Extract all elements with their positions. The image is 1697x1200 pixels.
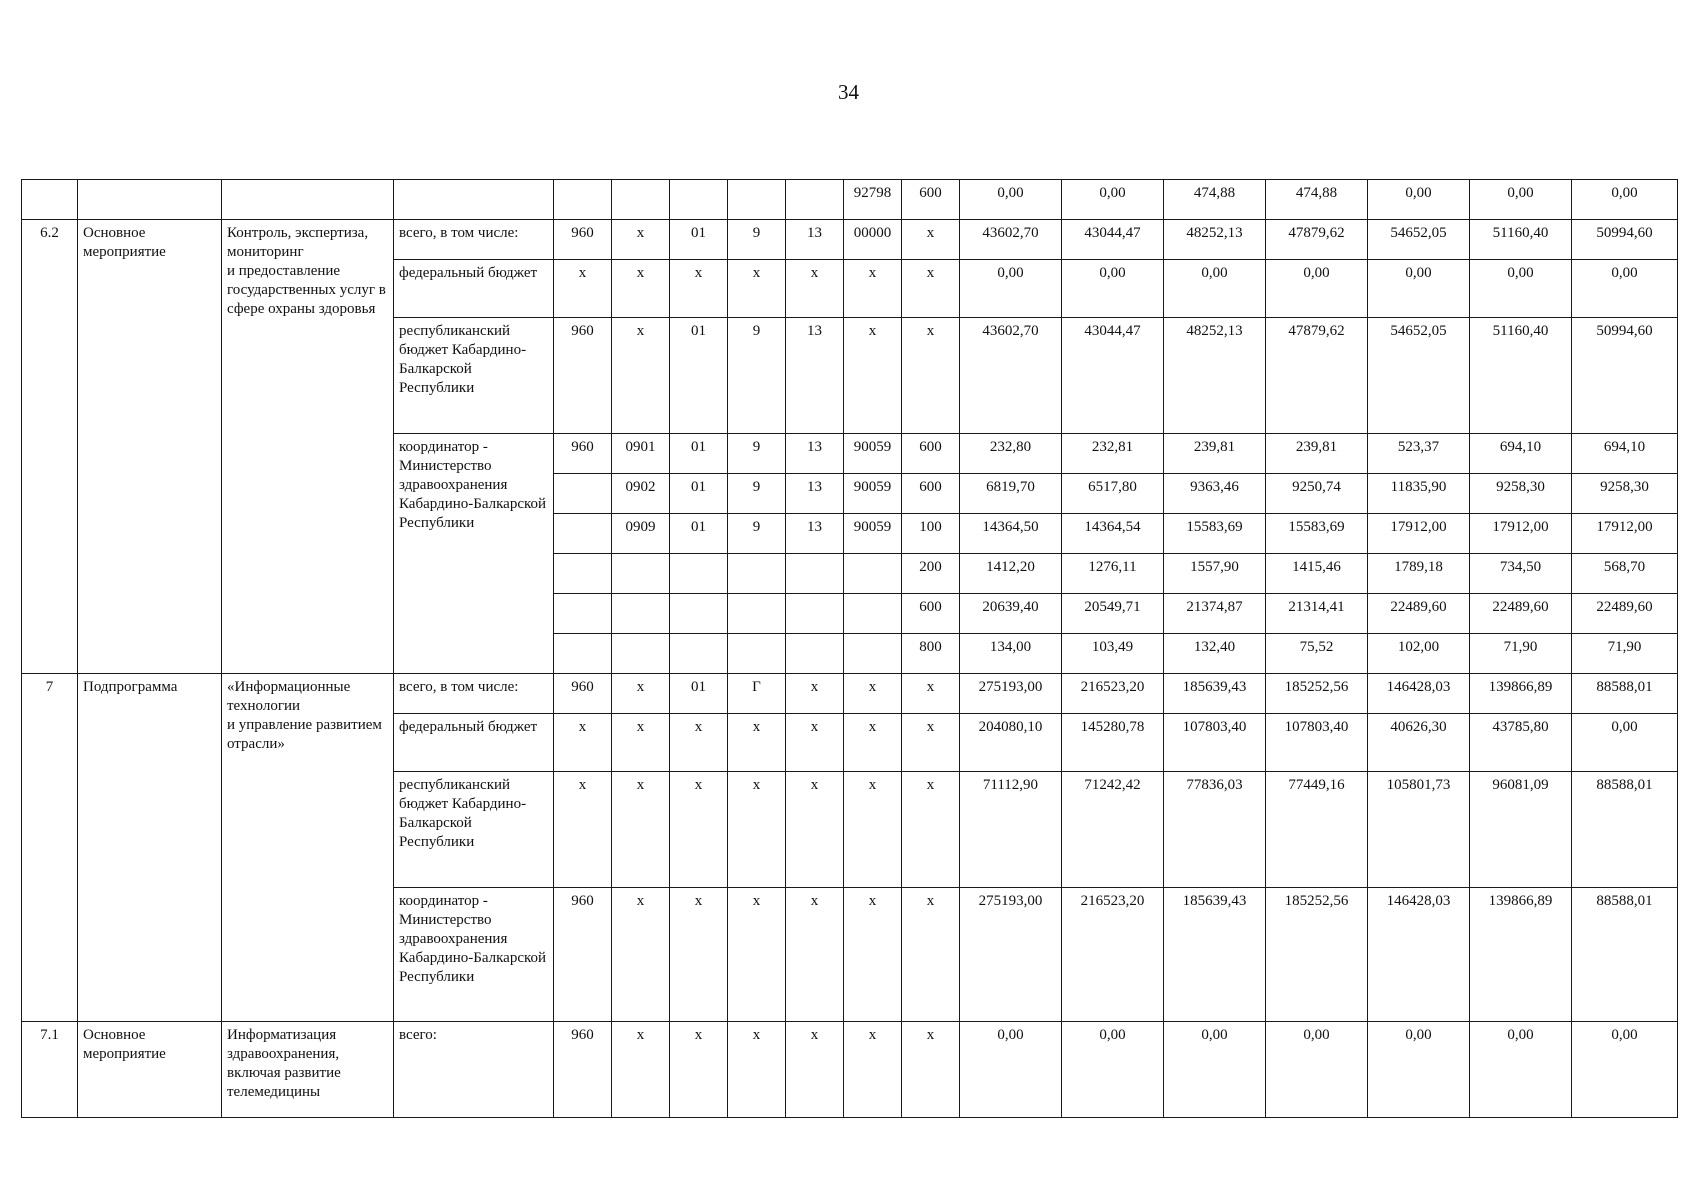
table-cell <box>670 180 728 220</box>
table-cell: 14364,54 <box>1062 514 1164 554</box>
table-cell: x <box>786 772 844 888</box>
row-number-cell: 7.1 <box>22 1022 78 1118</box>
table-cell <box>670 634 728 674</box>
table-cell: 0,00 <box>1572 714 1678 772</box>
row-title-cell: Контроль, экспертиза, мониторинг и предоставление государственных услуг в сфере охраны здоровья <box>222 220 394 674</box>
table-cell: 139866,89 <box>1470 888 1572 1022</box>
table-cell: 90059 <box>844 434 902 474</box>
table-cell: 960 <box>554 318 612 434</box>
table-cell: 0,00 <box>1368 260 1470 318</box>
table-cell <box>786 594 844 634</box>
table-cell: 0,00 <box>1062 180 1164 220</box>
table-cell <box>844 594 902 634</box>
table-cell: 694,10 <box>1470 434 1572 474</box>
table-cell: 92798 <box>844 180 902 220</box>
table-cell: x <box>902 220 960 260</box>
table-cell: 204080,10 <box>960 714 1062 772</box>
table-cell <box>728 634 786 674</box>
table-cell: 1557,90 <box>1164 554 1266 594</box>
table-cell: 01 <box>670 434 728 474</box>
table-cell: 694,10 <box>1572 434 1678 474</box>
table-cell: 50994,60 <box>1572 220 1678 260</box>
table-cell: x <box>844 888 902 1022</box>
table-cell <box>554 634 612 674</box>
table-cell: 88588,01 <box>1572 772 1678 888</box>
table-cell: x <box>786 888 844 1022</box>
table-cell: 0,00 <box>1266 1022 1368 1118</box>
table-row <box>22 180 1678 220</box>
table-cell: 71,90 <box>1572 634 1678 674</box>
table-cell: 1276,11 <box>1062 554 1164 594</box>
table-cell: 474,88 <box>1266 180 1368 220</box>
table-cell: 14364,50 <box>960 514 1062 554</box>
table-cell: 13 <box>786 318 844 434</box>
table-cell: 0909 <box>612 514 670 554</box>
table-cell: x <box>786 674 844 714</box>
table-cell: 0,00 <box>1470 180 1572 220</box>
table-cell: 71,90 <box>1470 634 1572 674</box>
table-cell: x <box>844 318 902 434</box>
table-cell: x <box>612 674 670 714</box>
table-cell: 275193,00 <box>960 888 1062 1022</box>
table-cell: 185639,43 <box>1164 888 1266 1022</box>
table-cell: 0,00 <box>1470 260 1572 318</box>
table-cell: 232,80 <box>960 434 1062 474</box>
table-cell: 6819,70 <box>960 474 1062 514</box>
table-cell: 275193,00 <box>960 674 1062 714</box>
table-cell <box>844 634 902 674</box>
table-cell: 54652,05 <box>1368 318 1470 434</box>
table-cell: 48252,13 <box>1164 318 1266 434</box>
table-cell: 734,50 <box>1470 554 1572 594</box>
table-cell: 216523,20 <box>1062 888 1164 1022</box>
table-cell: 102,00 <box>1368 634 1470 674</box>
table-cell: 96081,09 <box>1470 772 1572 888</box>
row-title-cell: Информатизация здравоохранения, включая развитие телемедицины <box>222 1022 394 1118</box>
table-cell <box>728 180 786 220</box>
table-cell: 146428,03 <box>1368 888 1470 1022</box>
table-cell: x <box>902 674 960 714</box>
funding-source-cell: республиканский бюджет Кабардино-Балкарской Республики <box>394 772 554 888</box>
table-cell <box>786 634 844 674</box>
table-cell: x <box>612 714 670 772</box>
table-cell: x <box>728 888 786 1022</box>
table-cell <box>786 554 844 594</box>
table-cell: 1412,20 <box>960 554 1062 594</box>
table-cell: x <box>612 772 670 888</box>
table-cell: 01 <box>670 514 728 554</box>
table-cell: 0,00 <box>1368 180 1470 220</box>
table-cell: 0,00 <box>1266 260 1368 318</box>
table-cell <box>844 554 902 594</box>
table-cell: 960 <box>554 674 612 714</box>
table-cell: 0,00 <box>960 180 1062 220</box>
table-cell <box>394 180 554 220</box>
table-cell <box>786 180 844 220</box>
table-cell: x <box>728 1022 786 1118</box>
table-cell: Г <box>728 674 786 714</box>
table-cell: 01 <box>670 674 728 714</box>
table-cell: 9 <box>728 474 786 514</box>
table-cell: 0,00 <box>960 260 1062 318</box>
table-cell: x <box>670 772 728 888</box>
table-cell: x <box>844 260 902 318</box>
table-cell: 47879,62 <box>1266 220 1368 260</box>
table-cell: 960 <box>554 1022 612 1118</box>
table-cell: 9250,74 <box>1266 474 1368 514</box>
table-cell: x <box>786 1022 844 1118</box>
table-cell: x <box>844 772 902 888</box>
funding-source-cell: координатор - Министерство здравоохранения Кабардино-Балкарской Республики <box>394 434 554 674</box>
table-cell: 71242,42 <box>1062 772 1164 888</box>
table-cell: 77449,16 <box>1266 772 1368 888</box>
table-cell: 43044,47 <box>1062 220 1164 260</box>
table-cell: 13 <box>786 514 844 554</box>
table-cell: 0,00 <box>1572 1022 1678 1118</box>
table-cell: 568,70 <box>1572 554 1678 594</box>
table-cell: 01 <box>670 318 728 434</box>
table-cell: x <box>612 260 670 318</box>
table-cell: 0,00 <box>1164 1022 1266 1118</box>
table-cell <box>554 514 612 554</box>
table-cell: 9258,30 <box>1572 474 1678 514</box>
table-cell: 9363,46 <box>1164 474 1266 514</box>
table-cell: 50994,60 <box>1572 318 1678 434</box>
table-cell: 103,49 <box>1062 634 1164 674</box>
table-cell: 48252,13 <box>1164 220 1266 260</box>
table-cell: 185639,43 <box>1164 674 1266 714</box>
table-cell: 17912,00 <box>1572 514 1678 554</box>
table-cell: 600 <box>902 180 960 220</box>
table-cell: 0902 <box>612 474 670 514</box>
table-cell: 107803,40 <box>1266 714 1368 772</box>
table-cell: x <box>902 1022 960 1118</box>
table-cell: 22489,60 <box>1572 594 1678 634</box>
table-cell: 51160,40 <box>1470 220 1572 260</box>
table-cell: 43602,70 <box>960 220 1062 260</box>
table-cell: x <box>902 772 960 888</box>
table-cell: 960 <box>554 434 612 474</box>
table-cell: 01 <box>670 474 728 514</box>
table-cell: 105801,73 <box>1368 772 1470 888</box>
table-cell: x <box>612 1022 670 1118</box>
table-cell: 43785,80 <box>1470 714 1572 772</box>
table-cell: x <box>612 220 670 260</box>
table-cell: 88588,01 <box>1572 674 1678 714</box>
table-cell: 0,00 <box>1062 260 1164 318</box>
table-cell: x <box>670 714 728 772</box>
table-cell: 1789,18 <box>1368 554 1470 594</box>
table-cell: 17912,00 <box>1470 514 1572 554</box>
table-cell: 47879,62 <box>1266 318 1368 434</box>
table-cell: 9258,30 <box>1470 474 1572 514</box>
table-cell: x <box>670 1022 728 1118</box>
table-cell: 13 <box>786 434 844 474</box>
table-cell <box>670 554 728 594</box>
table-cell: 40626,30 <box>1368 714 1470 772</box>
table-cell: x <box>554 260 612 318</box>
table-cell: 145280,78 <box>1062 714 1164 772</box>
table-cell: 9 <box>728 514 786 554</box>
table-cell: 88588,01 <box>1572 888 1678 1022</box>
funding-source-cell: всего, в том числе: <box>394 220 554 260</box>
budget-table <box>21 179 1678 1118</box>
table-cell: 20639,40 <box>960 594 1062 634</box>
table-cell: 54652,05 <box>1368 220 1470 260</box>
table-cell: 134,00 <box>960 634 1062 674</box>
row-status-cell: Основное мероприятие <box>78 1022 222 1118</box>
table-cell: x <box>844 674 902 714</box>
table-cell <box>728 594 786 634</box>
table-cell: x <box>670 888 728 1022</box>
table-cell: 0,00 <box>960 1022 1062 1118</box>
table-cell: x <box>612 318 670 434</box>
table-cell: x <box>902 888 960 1022</box>
table-cell: 0,00 <box>1470 1022 1572 1118</box>
table-cell <box>222 180 394 220</box>
table-cell: 17912,00 <box>1368 514 1470 554</box>
table-cell: 960 <box>554 888 612 1022</box>
table-cell: 13 <box>786 474 844 514</box>
table-row <box>22 1022 1678 1118</box>
table-cell: 20549,71 <box>1062 594 1164 634</box>
table-cell: 01 <box>670 220 728 260</box>
table-cell: x <box>902 714 960 772</box>
table-cell: 9 <box>728 220 786 260</box>
table-cell <box>612 554 670 594</box>
table-cell: 100 <box>902 514 960 554</box>
funding-source-cell: федеральный бюджет <box>394 260 554 318</box>
table-cell: 0901 <box>612 434 670 474</box>
table-cell <box>554 554 612 594</box>
table-cell: x <box>902 260 960 318</box>
funding-source-cell: координатор - Министерство здравоохранения Кабардино-Балкарской Республики <box>394 888 554 1022</box>
table-cell: 43044,47 <box>1062 318 1164 434</box>
table-cell: 600 <box>902 434 960 474</box>
table-cell: 15583,69 <box>1266 514 1368 554</box>
table-cell: 0,00 <box>1572 260 1678 318</box>
table-cell: 90059 <box>844 474 902 514</box>
table-cell: x <box>786 260 844 318</box>
table-row <box>22 220 1678 260</box>
table-cell <box>670 594 728 634</box>
table-cell: 13 <box>786 220 844 260</box>
table-cell: 0,00 <box>1368 1022 1470 1118</box>
table-cell: x <box>786 714 844 772</box>
table-cell: x <box>728 260 786 318</box>
table-cell <box>78 180 222 220</box>
row-title-cell: «Информационные технологии и управление развитием отрасли» <box>222 674 394 1022</box>
table-cell <box>554 474 612 514</box>
table-cell: 185252,56 <box>1266 888 1368 1022</box>
table-cell: 139866,89 <box>1470 674 1572 714</box>
table-cell: 11835,90 <box>1368 474 1470 514</box>
table-cell: x <box>902 318 960 434</box>
table-cell: 0,00 <box>1572 180 1678 220</box>
table-cell: 960 <box>554 220 612 260</box>
table-cell: x <box>844 714 902 772</box>
table-cell: 77836,03 <box>1164 772 1266 888</box>
table-cell: 0,00 <box>1164 260 1266 318</box>
table-cell <box>728 554 786 594</box>
table-cell: 0,00 <box>1062 1022 1164 1118</box>
table-cell: 600 <box>902 594 960 634</box>
page-number: 34 <box>838 80 859 104</box>
row-status-cell: Подпрограмма <box>78 674 222 1022</box>
table-cell: 132,40 <box>1164 634 1266 674</box>
table-cell: 239,81 <box>1164 434 1266 474</box>
funding-source-cell: республиканский бюджет Кабардино-Балкарской Республики <box>394 318 554 434</box>
table-cell: x <box>670 260 728 318</box>
row-number-cell: 6.2 <box>22 220 78 674</box>
funding-source-cell: всего, в том числе: <box>394 674 554 714</box>
table-cell: 232,81 <box>1062 434 1164 474</box>
table-cell: 51160,40 <box>1470 318 1572 434</box>
table-cell <box>612 634 670 674</box>
table-cell: x <box>844 1022 902 1118</box>
table-cell: 71112,90 <box>960 772 1062 888</box>
table-cell: 216523,20 <box>1062 674 1164 714</box>
table-cell: 21314,41 <box>1266 594 1368 634</box>
table-cell: 185252,56 <box>1266 674 1368 714</box>
table-cell: 239,81 <box>1266 434 1368 474</box>
row-number-cell: 7 <box>22 674 78 1022</box>
table-cell <box>554 594 612 634</box>
table-cell: 107803,40 <box>1164 714 1266 772</box>
table-cell: 523,37 <box>1368 434 1470 474</box>
table-cell: 00000 <box>844 220 902 260</box>
table-cell: 6517,80 <box>1062 474 1164 514</box>
table-cell: 474,88 <box>1164 180 1266 220</box>
table-cell: 21374,87 <box>1164 594 1266 634</box>
table-cell: 146428,03 <box>1368 674 1470 714</box>
table-cell: 90059 <box>844 514 902 554</box>
table-cell: 43602,70 <box>960 318 1062 434</box>
table-cell: 200 <box>902 554 960 594</box>
table-cell: x <box>554 714 612 772</box>
table-cell: x <box>554 772 612 888</box>
table-cell: x <box>728 714 786 772</box>
table-cell: x <box>612 888 670 1022</box>
table-cell: x <box>728 772 786 888</box>
table-cell: 1415,46 <box>1266 554 1368 594</box>
table-cell: 15583,69 <box>1164 514 1266 554</box>
table-cell: 75,52 <box>1266 634 1368 674</box>
table-cell <box>612 180 670 220</box>
table-cell: 800 <box>902 634 960 674</box>
table-cell: 9 <box>728 318 786 434</box>
table-cell: 9 <box>728 434 786 474</box>
table-cell: 22489,60 <box>1368 594 1470 634</box>
funding-source-cell: всего: <box>394 1022 554 1118</box>
table-cell <box>22 180 78 220</box>
funding-source-cell: федеральный бюджет <box>394 714 554 772</box>
table-row <box>22 674 1678 714</box>
table-cell: 22489,60 <box>1470 594 1572 634</box>
table-cell <box>612 594 670 634</box>
table-cell: 600 <box>902 474 960 514</box>
row-status-cell: Основное мероприятие <box>78 220 222 674</box>
table-cell <box>554 180 612 220</box>
